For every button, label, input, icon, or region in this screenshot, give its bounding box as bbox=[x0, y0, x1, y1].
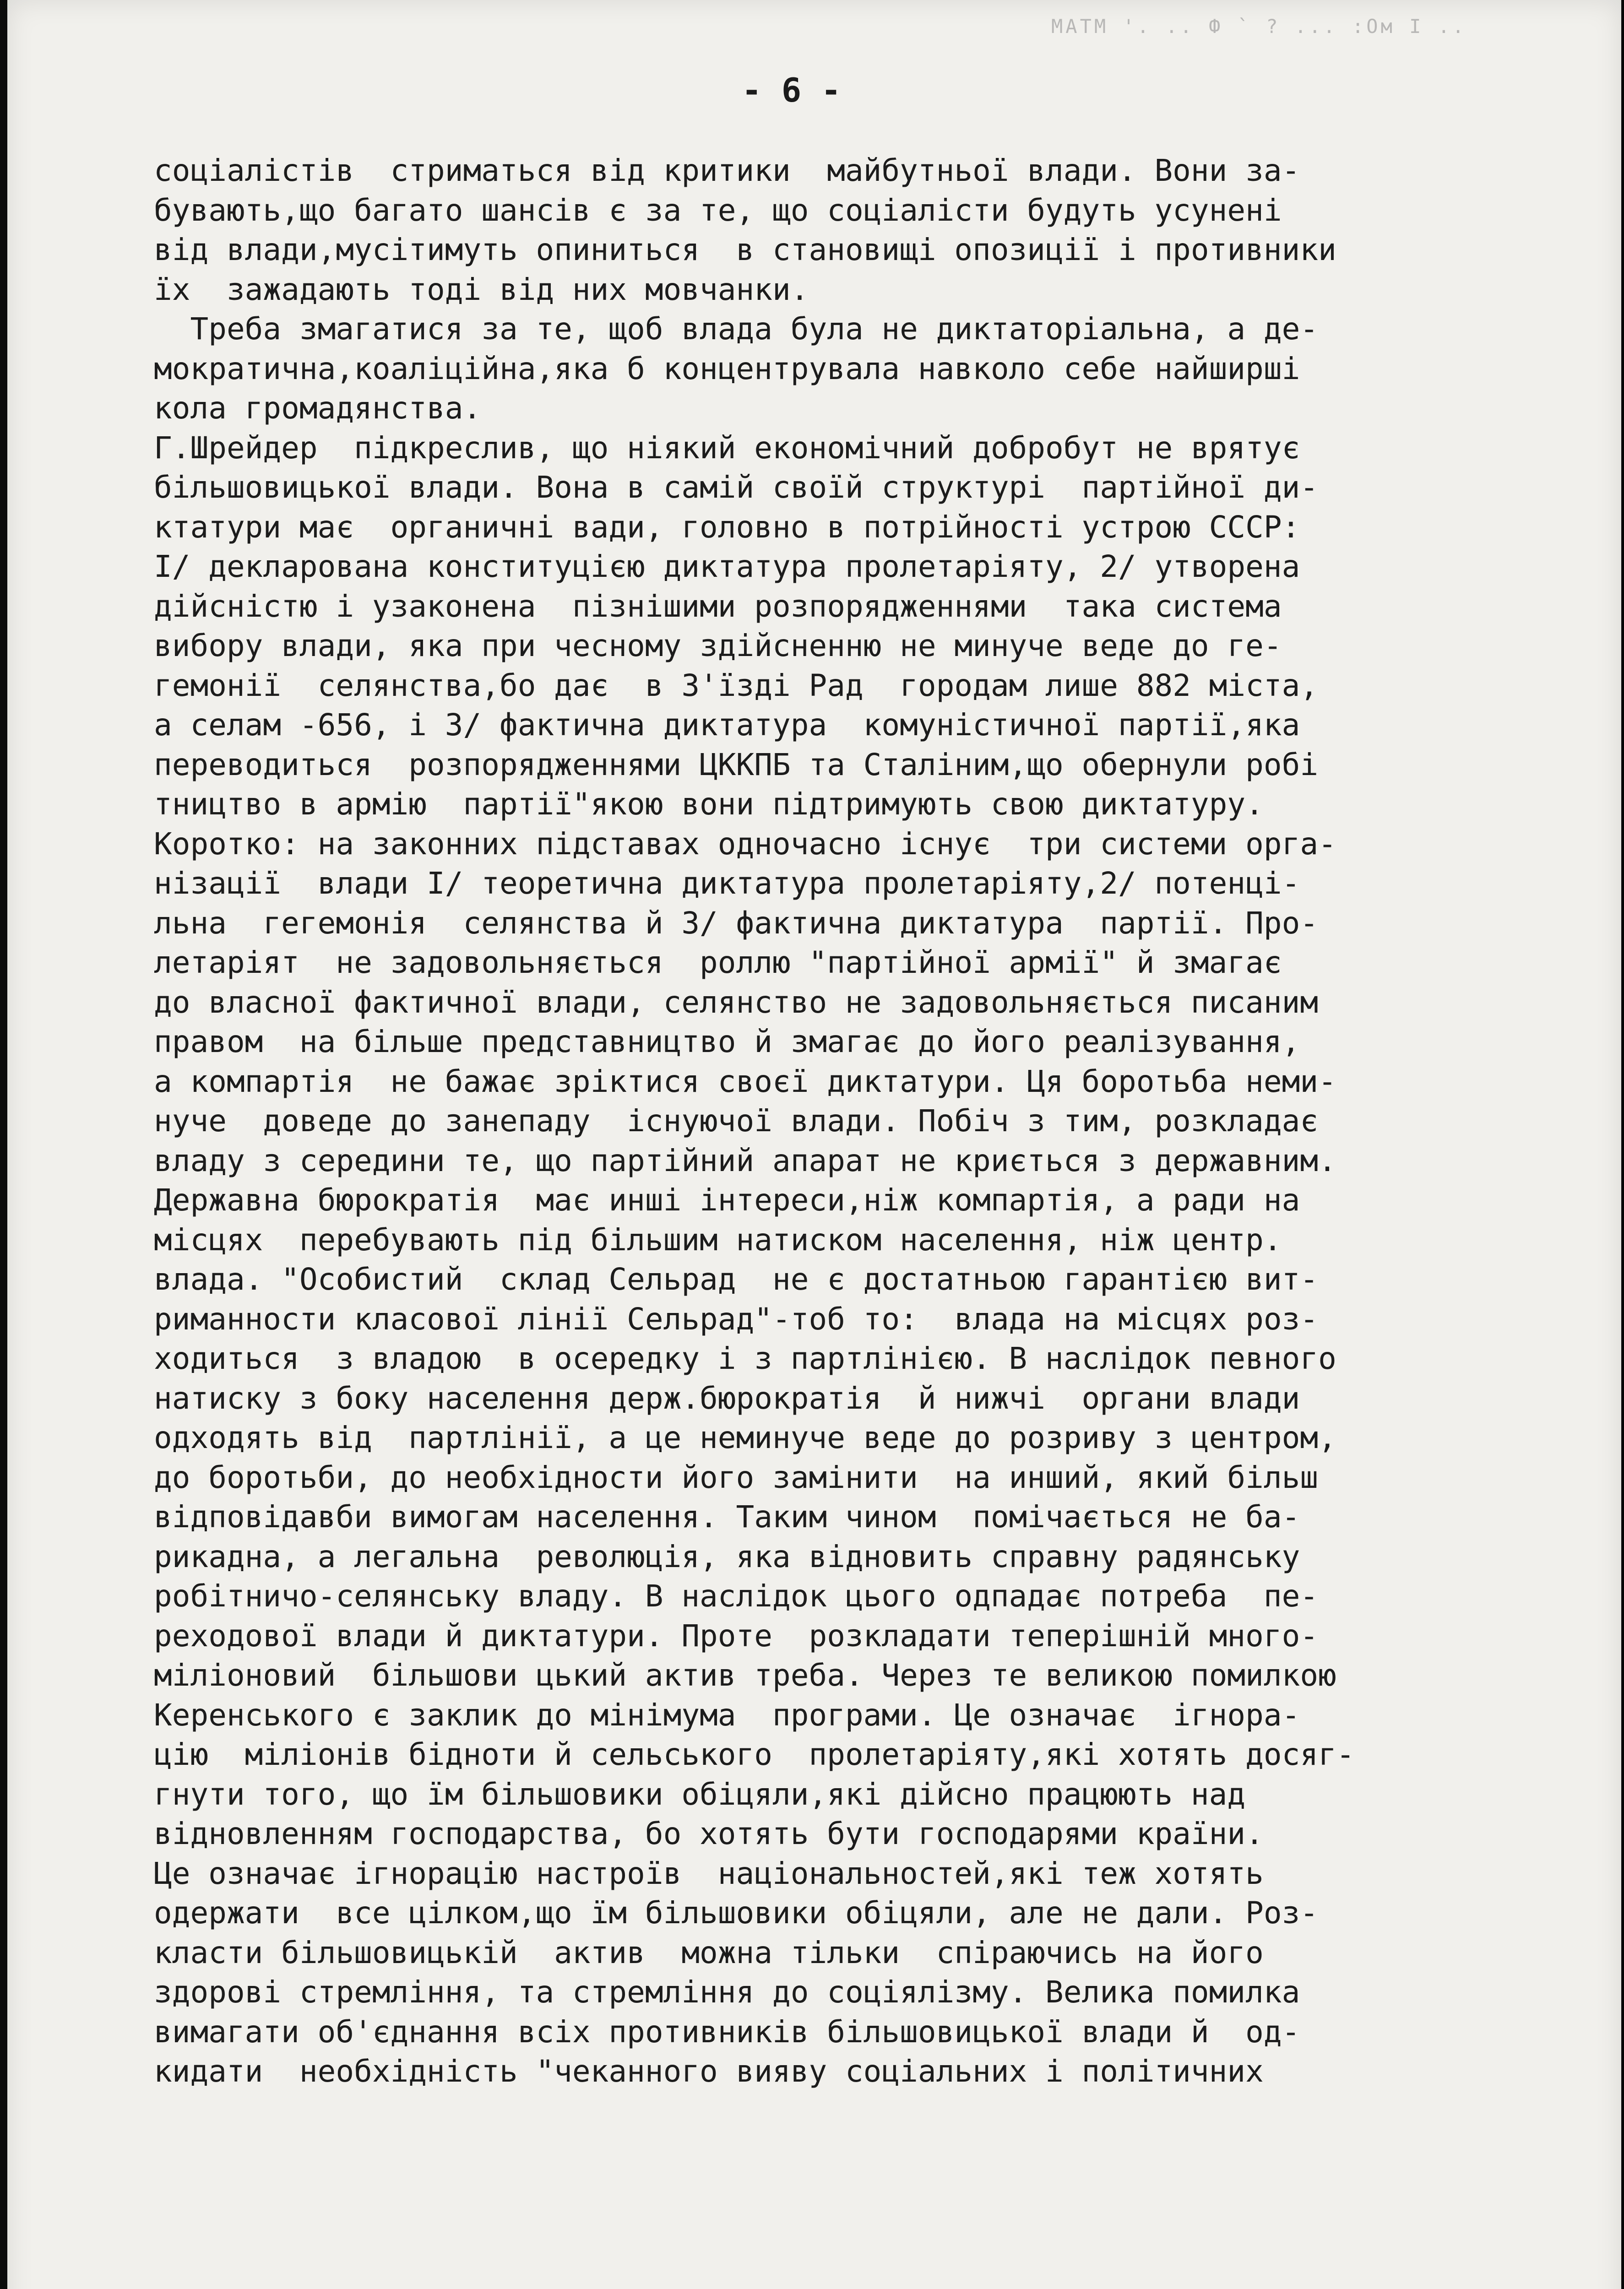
text-line: відновленням господарства, бо хотять бути господарями країни. bbox=[154, 1816, 1264, 1851]
text-line: міліоновий більшови цький актив треба. Через те великою помилкою bbox=[154, 1658, 1336, 1693]
text-line: ходиться з владою в осередку і з партлінією. В наслідок певного bbox=[154, 1341, 1336, 1376]
text-line: а селам -656, і 3/ фактична диктатура комуністичної партії,яка bbox=[154, 707, 1300, 743]
text-line: нуче доведе до занепаду існуючої влади. Побіч з тим, розкладає bbox=[154, 1103, 1319, 1139]
text-line: кола громадянства. bbox=[154, 391, 482, 426]
text-line: влада. "Особистий склад Сельрад не є достатньою гарантією вит- bbox=[154, 1262, 1319, 1297]
page-number: - 6 - bbox=[742, 71, 841, 109]
text-line: рикадна, а легальна революція, яка відновить справну радянську bbox=[154, 1539, 1300, 1574]
text-line: риманности класової лінії Сельрад"-тоб то: влада на місцях роз- bbox=[154, 1301, 1319, 1337]
text-line: бувають,що багато шансів є за те, що соціалісти будуть усунені bbox=[154, 192, 1282, 228]
text-line: їх зажадають тоді від них мовчанки. bbox=[154, 271, 809, 307]
text-line: вибору влади, яка при чесному здійсненню не минуче веде до ге- bbox=[154, 628, 1282, 663]
text-line: правом на більше представництво й змагає до його реалізування, bbox=[154, 1024, 1300, 1059]
text-line: переводиться розпорядженнями ЦККПБ та Сталіним,що обернули робі bbox=[154, 747, 1319, 782]
typewritten-body bbox=[154, 151, 1573, 2092]
text-line: відповідавби вимогам населення. Таким чином помічається не ба- bbox=[154, 1499, 1300, 1535]
text-line: реходової влади й диктатури. Проте розкладати теперішній много- bbox=[154, 1618, 1319, 1654]
text-line: до власної фактичної влади, селянство не задовольняється писаним bbox=[154, 984, 1319, 1020]
text-line: вимагати об'єднання всіх противників більшовицької влади й од- bbox=[154, 2014, 1300, 2050]
text-line: а компартія не бажає зріктися своєї диктатури. Ця боротьба неми- bbox=[154, 1063, 1336, 1099]
text-line: місцях перебувають під більшим натиском населення, ніж центр. bbox=[154, 1222, 1282, 1258]
text-line: мократична,коаліційна,яка б концентрувала навколо себе найширші bbox=[154, 351, 1300, 386]
text-line: Керенського є заклик до мінімума програми. Це означає ігнора- bbox=[154, 1697, 1300, 1733]
text-line: Державна бюрократія має инші інтереси,ніж компартія, а ради на bbox=[154, 1182, 1300, 1218]
text-line: ктатури має органичні вади, головно в потрійності устрою СССР: bbox=[154, 509, 1300, 545]
text-line: Коротко: на законних підставах одночасно існує три системи орга- bbox=[154, 826, 1336, 862]
text-line: класти більшовицькій актив можна тільки спіраючись на його bbox=[154, 1935, 1264, 1970]
text-line: летаріят не задовольняється роллю "партійної армії" й змагає bbox=[154, 945, 1282, 980]
text-line: гнути того, що їм більшовики обіцяли,які дійсно працюють над bbox=[154, 1776, 1246, 1812]
bleed-through-noise: MATM '. .. Ф ` ? ... :Ом I .. bbox=[1051, 15, 1467, 38]
text-line: нізації влади І/ теоретична диктатура пролетаріяту,2/ потенці- bbox=[154, 866, 1300, 901]
text-line: льна гегемонія селянства й 3/ фактична диктатура партії. Про- bbox=[154, 905, 1319, 941]
text-line: більшовицької влади. Вона в самій своїй структурі партійної ди- bbox=[154, 470, 1319, 505]
text-line: одержати все цілком,що їм більшовики обіцяли, але не дали. Роз- bbox=[154, 1895, 1319, 1931]
text-line: цію міліонів бідноти й сельського пролетаріяту,які хотять досяг- bbox=[154, 1737, 1355, 1772]
document-page bbox=[7, 0, 1621, 2289]
text-line: тництво в армію партії"якою вони підтримують свою диктатуру. bbox=[154, 787, 1264, 822]
text-line: І/ декларована конституцією диктатура пролетаріяту, 2/ утворена bbox=[154, 549, 1300, 584]
text-line: робітничо-селянську владу. В наслідок цього одпадає потреба пе- bbox=[154, 1578, 1319, 1614]
text-line: від влади,мусітимуть опиниться в становищі опозиції і противники bbox=[154, 232, 1336, 267]
text-line: здорові стремління, та стремління до соціялізму. Велика помилка bbox=[154, 1974, 1300, 2010]
text-line: Це означає ігнорацію настроїв національностей,які теж хотять bbox=[154, 1855, 1264, 1891]
text-line: Г.Шрейдер підкреслив, що ніякий економічний добробут не врятує bbox=[154, 430, 1300, 466]
text-line: натиску з боку населення держ.бюрократія й нижчі органи влади bbox=[154, 1380, 1300, 1416]
text-line: одходять від партлінії, а це неминуче веде до розриву з центром, bbox=[154, 1420, 1336, 1455]
text-line: соціалістів стриматься від критики майбутньої влади. Вони за- bbox=[154, 153, 1300, 188]
text-line: Треба змагатися за те, щоб влада була не диктаторіальна, а де- bbox=[154, 311, 1319, 347]
text-line: владу з середини те, що партійний апарат не криється з державним. bbox=[154, 1143, 1336, 1178]
text-line: до боротьби, до необхідности його замінити на инший, який більш bbox=[154, 1459, 1319, 1495]
text-line: дійсністю і узаконена пізнішими розпорядженнями така система bbox=[154, 588, 1282, 624]
text-line: кидати необхідність "чеканного вияву соціальних і політичних bbox=[154, 2054, 1264, 2089]
text-line: гемонії селянства,бо дає в З'їзді Рад городам лише 882 міста, bbox=[154, 667, 1319, 703]
